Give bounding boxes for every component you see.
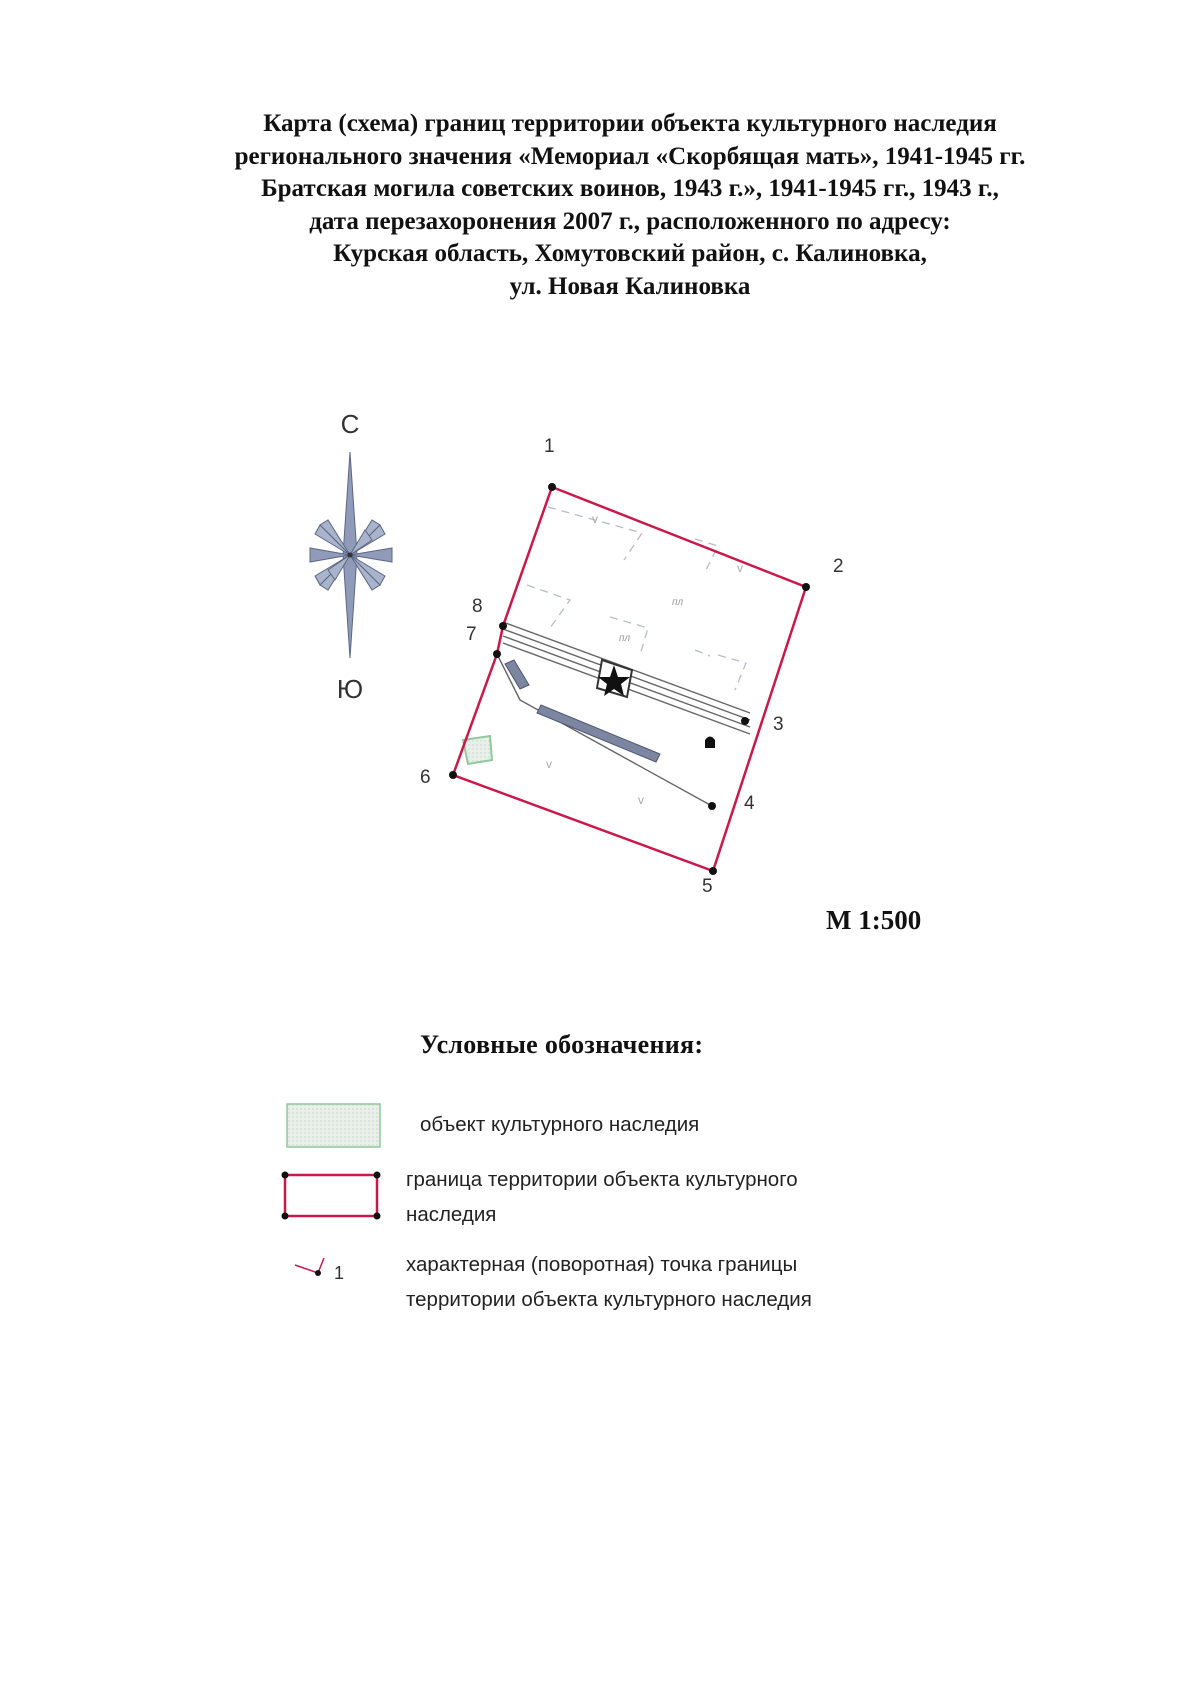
vegetation-mark: v	[592, 512, 598, 526]
headstone-icon	[705, 737, 715, 749]
heritage-object	[463, 736, 492, 764]
turning-point-sample-number: 1	[334, 1263, 345, 1283]
title-line: Курская область, Хомутовский район, с. Калиновка,	[333, 240, 927, 267]
point-number: 7	[466, 624, 477, 645]
south-label: Ю	[336, 674, 364, 704]
heritage-object-swatch	[287, 1104, 380, 1147]
vegetation-mark: v	[546, 757, 552, 771]
legend-text-line: наследия	[406, 1203, 497, 1226]
legend-item-turning-point	[406, 1247, 812, 1317]
scale-label: М 1:500	[826, 905, 922, 935]
legend-title: Условные обозначения:	[420, 1030, 704, 1059]
north-label: С	[340, 409, 360, 439]
title-line: регионального значения «Мемориал «Скорбящая мать», 1941-1945 гг.	[234, 142, 1026, 170]
point-number: 4	[744, 793, 755, 814]
title-line: Карта (схема) границ территории объекта культурного наследия	[263, 110, 997, 137]
point-number: 3	[773, 714, 784, 735]
legend-text-line: характерная (поворотная) точка границы	[406, 1253, 798, 1276]
vegetation-mark: v	[737, 561, 743, 575]
point-number: 5	[702, 876, 713, 897]
legend-text-line: граница территории объекта культурного	[406, 1168, 798, 1191]
boundary-rectangle-swatch	[282, 1172, 381, 1220]
monument-icon	[597, 660, 632, 697]
point-number: 2	[833, 556, 844, 577]
building-small	[505, 660, 529, 689]
title-line: дата перезахоронения 2007 г., расположенного по адресу:	[309, 207, 951, 235]
compass-rose-icon	[310, 452, 392, 658]
point-number: 1	[544, 436, 555, 457]
point-number: 8	[472, 596, 483, 617]
building-long	[537, 705, 660, 762]
plan-details	[527, 507, 746, 690]
plan-label: пл	[672, 597, 684, 608]
plan-label: пл	[619, 633, 631, 644]
title-line: Братская могила советских воинов, 1943 г.», 1941-1945 гг., 1943 г.,	[261, 175, 999, 202]
vegetation-mark: v	[638, 793, 644, 807]
legend-item-boundary	[406, 1162, 798, 1232]
legend-item-heritage-object: объект культурного наследия	[420, 1113, 700, 1136]
legend-text-line: территории объекта культурного наследия	[406, 1288, 812, 1311]
point-number: 6	[420, 767, 431, 788]
title-line: ул. Новая Калиновка	[509, 272, 751, 300]
turning-point-icon	[295, 1258, 344, 1283]
